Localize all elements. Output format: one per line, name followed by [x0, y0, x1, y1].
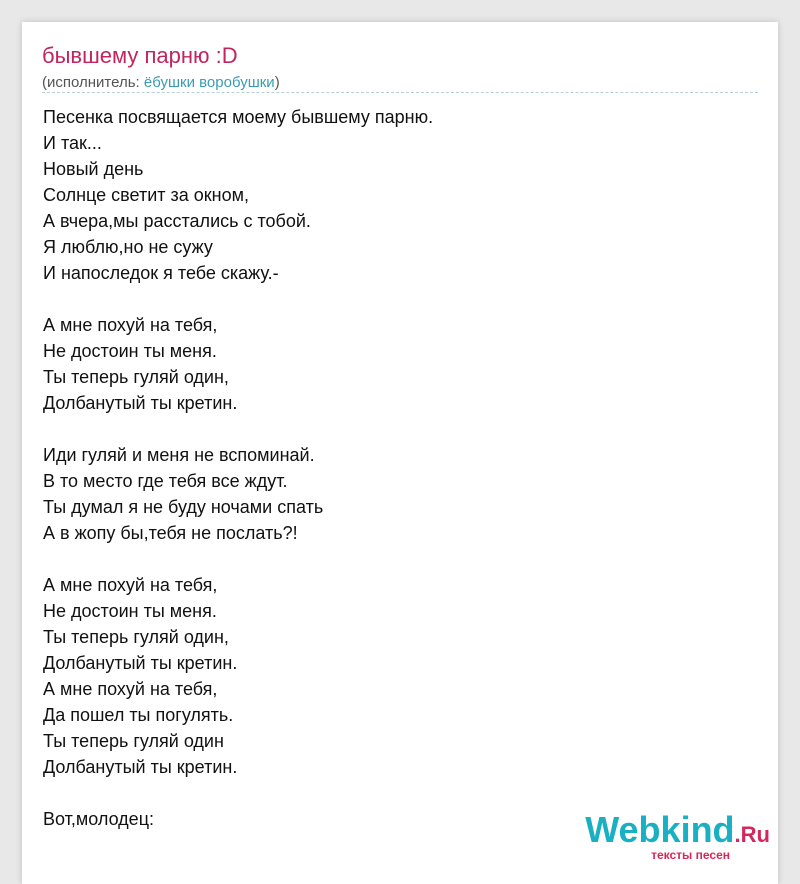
logo-tagline: тексты песен: [651, 848, 730, 862]
lyric-line: Песенка посвящается моему бывшему парню.: [43, 107, 434, 127]
lyric-line: Ты теперь гуляй один: [43, 731, 224, 751]
lyric-line: Ты теперь гуляй один,: [43, 367, 229, 387]
lyric-line: И так...: [43, 133, 102, 153]
lyric-line: Долбанутый ты кретин.: [43, 757, 238, 777]
song-title: бывшему парню :D: [42, 43, 238, 68]
lyric-line: И напоследок я тебе скажу.-: [43, 263, 279, 283]
lyric-line: Я люблю,но не сужу: [43, 237, 213, 257]
lyric-line: А мне похуй на тебя,: [43, 315, 218, 335]
artist-link[interactable]: ёбушки воробушки: [143, 74, 275, 91]
lyric-line: [43, 286, 743, 312]
lyric-line: А вчера,мы расстались с тобой.: [43, 211, 311, 231]
lyric-line: А мне похуй на тебя,: [43, 679, 218, 699]
logo-name: Webkind: [585, 809, 735, 850]
lyric-line: Да пошел ты погулять.: [43, 705, 234, 725]
lyric-line: Долбанутый ты кретин.: [43, 393, 238, 413]
artist-line: [42, 73, 280, 93]
lyric-line: А мне похуй на тебя,: [43, 575, 218, 595]
lyric-line: Иди гуляй и меня не вспоминай.: [43, 445, 315, 465]
artist-prefix: (исполнитель:: [42, 74, 144, 91]
lyric-line: Вот,молодец:: [43, 809, 155, 829]
lyric-line: Не достоин ты меня.: [43, 341, 217, 361]
logo-tld: .Ru: [734, 822, 770, 847]
lyric-line: Ты теперь гуляй один,: [43, 627, 229, 647]
artist-suffix: ): [274, 74, 280, 91]
lyric-line: А в жопу бы,тебя не послать?!: [43, 523, 298, 543]
lyrics-body: [43, 104, 743, 832]
dashed-divider: [42, 92, 758, 93]
webkind-logo[interactable]: [585, 809, 770, 862]
lyric-line: Новый день: [43, 159, 144, 179]
lyrics-card: [22, 22, 778, 884]
lyric-line: Долбанутый ты кретин.: [43, 653, 238, 673]
lyric-line: [43, 780, 743, 806]
lyric-line: [43, 546, 743, 572]
lyric-line: Солнце светит за окном,: [43, 185, 249, 205]
lyric-line: В то место где тебя все ждут.: [43, 471, 288, 491]
lyric-line: Ты думал я не буду ночами спать: [43, 497, 324, 517]
logo-wordmark: [585, 809, 770, 853]
lyric-line: Не достоин ты меня.: [43, 601, 217, 621]
lyric-line: [43, 416, 743, 442]
